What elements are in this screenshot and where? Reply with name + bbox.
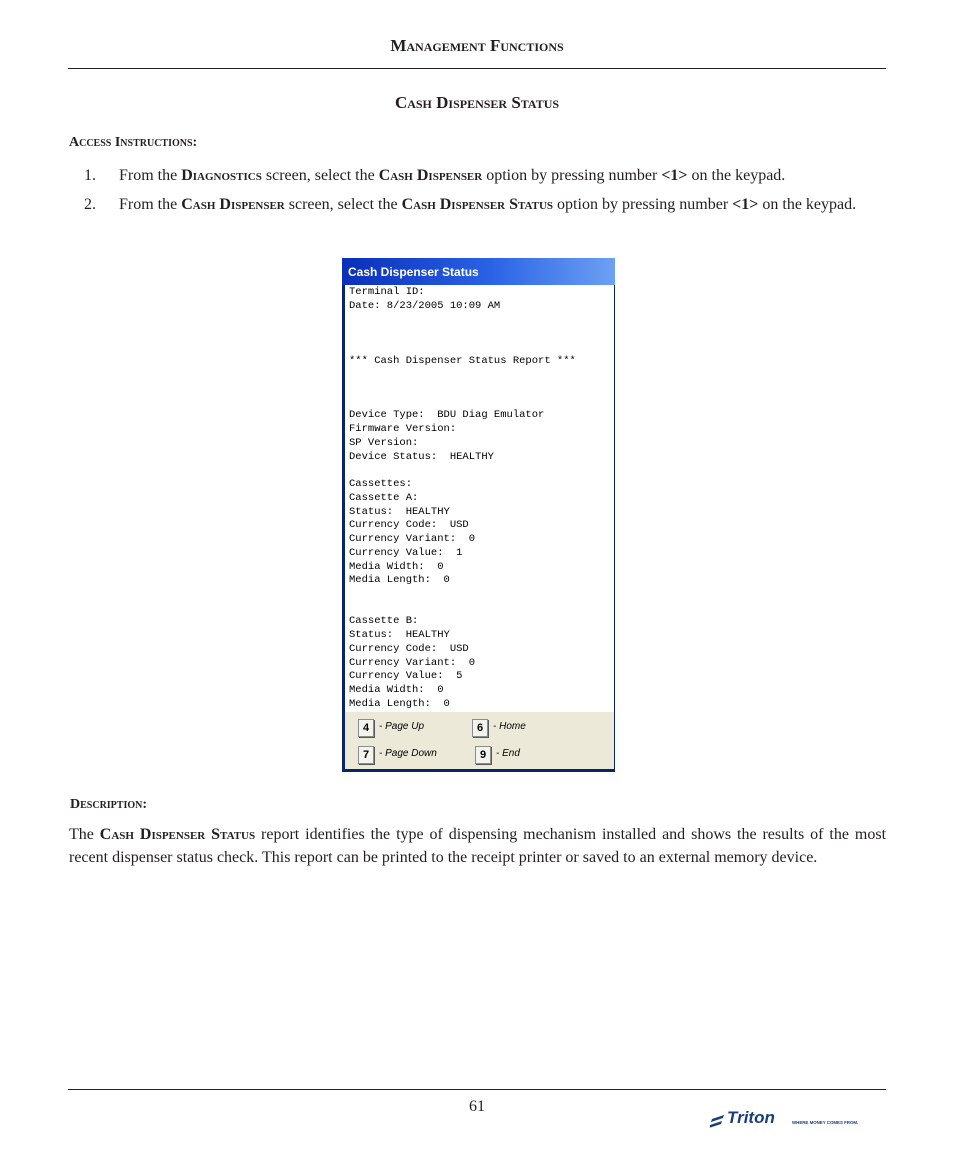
report-line: Media Width: 0 [349, 561, 444, 573]
step-text: option by pressing number [482, 167, 662, 184]
step-1 [84, 164, 886, 187]
step-text: From the [119, 167, 182, 184]
running-header: Management Functions [390, 36, 564, 55]
option-name: Cash Dispenser [378, 167, 483, 184]
step-text: option by pressing number [553, 196, 733, 213]
step-2 [84, 193, 886, 216]
key-label: - Page Down [379, 748, 437, 759]
key-7-button[interactable]: 7 [358, 746, 374, 764]
report-body[interactable] [345, 285, 614, 712]
step-text: screen, select the [261, 167, 379, 184]
report-line: Currency Variant: 0 [349, 657, 476, 669]
report-line: SP Version: [349, 437, 419, 449]
report-line: Date: 8/23/2005 10:09 AM [349, 300, 501, 312]
report-line: Status: HEALTHY [349, 629, 450, 641]
cash-dispenser-status-window [342, 258, 615, 772]
description-paragraph [69, 824, 886, 869]
report-line: Currency Code: USD [349, 519, 469, 531]
key-label: - Home [493, 721, 526, 732]
keypad-legend [345, 712, 614, 769]
triton-swoosh-icon [710, 1115, 724, 1128]
key-9-button[interactable]: 9 [475, 746, 491, 764]
report-line: Currency Value: 1 [349, 547, 463, 559]
key-label: - End [496, 748, 520, 759]
report-line: Currency Code: USD [349, 643, 469, 655]
step-text: From the [119, 196, 182, 213]
screen-name: Cash Dispenser [181, 196, 285, 213]
report-line: Device Status: HEALTHY [349, 451, 494, 463]
report-line: Media Width: 0 [349, 684, 444, 696]
step-number: 2. [84, 196, 96, 213]
option-name: Cash Dispenser Status [401, 196, 554, 213]
logo-wordmark: Triton [727, 1108, 775, 1127]
step-number: 1. [84, 167, 96, 184]
report-line: Currency Variant: 0 [349, 533, 476, 545]
report-line: Terminal ID: [349, 286, 425, 298]
page-number: 61 [469, 1098, 485, 1115]
step-text: on the keypad. [687, 167, 786, 184]
report-line: Device Type: BDU Diag Emulator [349, 409, 545, 421]
section-title: Cash Dispenser Status [394, 93, 560, 112]
report-line: Media Length: 0 [349, 574, 450, 586]
report-line: Firmware Version: [349, 423, 457, 435]
report-line: Cassette A: [349, 492, 419, 504]
step-text: screen, select the [284, 196, 402, 213]
logo-tagline: WHERE MONEY COMES FROM. [792, 1120, 859, 1125]
report-line: Status: HEALTHY [349, 506, 450, 518]
report-line: Cassette B: [349, 615, 419, 627]
screen-name: Diagnostics [181, 167, 262, 184]
key-6-button[interactable]: 6 [472, 719, 488, 737]
window-titlebar: Cash Dispenser Status [342, 258, 615, 285]
report-name: Cash Dispenser Status [99, 826, 256, 843]
report-line: *** Cash Dispenser Status Report *** [349, 355, 576, 367]
description-text: report identifies the type of dispensing mechanism installed and shows the results of the most recent dispenser status check. This report can be printed to the receipt printer or saved to an external memory device. [69, 826, 887, 866]
report-line: Cassettes: [349, 478, 413, 490]
report-line: Media Length: 0 [349, 698, 450, 710]
key-reference: <1> [661, 167, 688, 184]
footer-rule [68, 1089, 886, 1090]
description-text: The [69, 826, 100, 843]
key-4-button[interactable]: 4 [358, 719, 374, 737]
header-rule [68, 68, 886, 69]
key-label: - Page Up [379, 721, 425, 732]
access-instructions-heading: Access Instructions: [69, 135, 198, 150]
step-text: on the keypad. [758, 196, 857, 213]
description-heading: Description: [70, 797, 148, 812]
report-line: Currency Value: 5 [349, 670, 463, 682]
triton-logo [710, 1106, 870, 1130]
key-reference: <1> [732, 196, 759, 213]
